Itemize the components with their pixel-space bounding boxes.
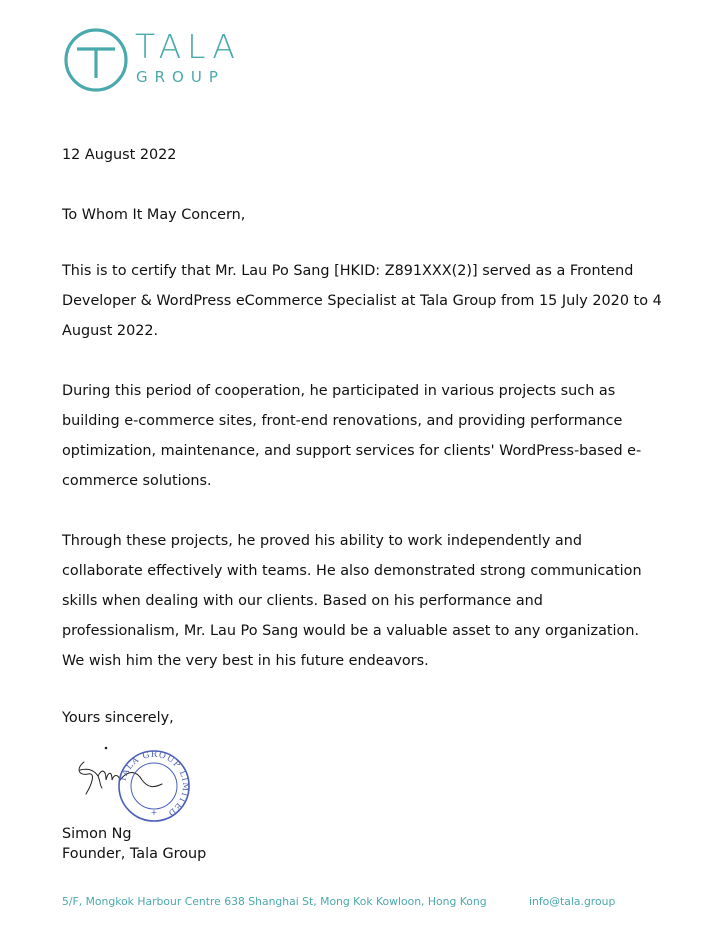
brand-tagline: GROUP [136,68,225,86]
stamp-mark: + [150,808,158,817]
signatory-name: Simon Ng [62,826,132,842]
signature-and-stamp [62,740,282,826]
tala-t-circle-logo-icon [63,26,131,94]
footer-address: 5/F, Mongkok Harbour Centre 638 Shanghai St, Mong Kok Kowloon, Hong Kong [62,895,487,908]
brand-name: TALA [135,27,241,66]
company-stamp [118,750,190,821]
signature-block [62,740,282,826]
letter-paragraph: During this period of cooperation, he participated in various projects such as building e-commerce sites, front-end renovations, and providing performance optimization, maintenance, and support services for clients' WordPress-based e-commerce solutions. [62,383,642,489]
letter-body [62,143,662,730]
signatory-title: Founder, Tala Group [62,846,207,862]
footer-email[interactable]: info@tala.group [529,895,616,908]
letter-salutation: To Whom It May Concern, [62,207,246,223]
letter-closing: Yours sincerely, [62,710,174,726]
letter-paragraph: This is to certify that Mr. Lau Po Sang [HKID: Z891XXX(2)] served as a Frontend Developer & WordPress eCommerce Specialist at Tala Group from 15 July 2020 to 4 August 2022. [62,263,662,339]
letter-date: 12 August 2022 [62,147,177,163]
stamp-text: TALA GROUP LIMITED [118,749,191,818]
letter-paragraph: Through these projects, he proved his ability to work independently and collaborate effectively with teams. He also demonstrated strong communication skills when dealing with our clients. Based on his performance and professionalism, Mr. Lau Po Sang would be a valuable asset to any organization. We wish him the very best in his future endeavors. [62,533,642,669]
company-logo [63,26,241,94]
